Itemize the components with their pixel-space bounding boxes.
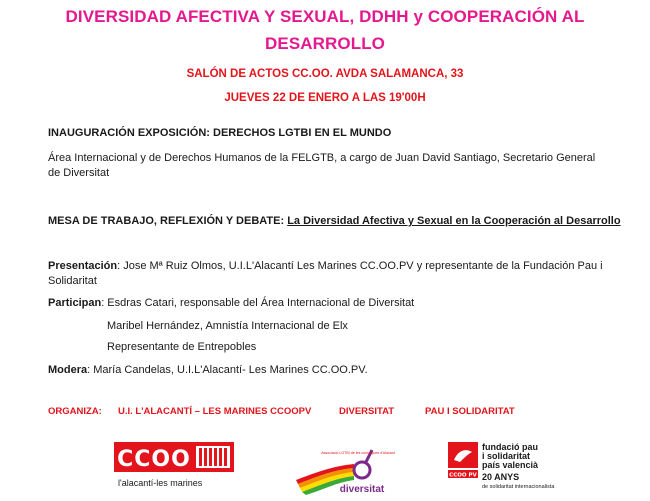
participan-2: Maribel Hernández, Amnistía Internacional de Elx: [107, 320, 348, 332]
ccoo-logo-caption: l'alacantí-les marines: [118, 478, 203, 488]
diversitat-name: diversitat: [339, 484, 385, 495]
pau-badge-text: CCOO PV: [449, 472, 477, 479]
diversitat-logo: [292, 440, 412, 496]
mesa-heading: [48, 214, 621, 229]
ccoo-logo: [114, 440, 234, 490]
mesa-label: MESA DE TRABAJO, REFLEXIÓN Y DEBATE:: [48, 215, 285, 227]
organiza-label: ORGANIZA:: [48, 406, 102, 417]
organizer-ccoo: U.I. L'ALACANTÍ – LES MARINES CCOOPV: [118, 406, 312, 417]
event-title-line2: DESARROLLO: [265, 34, 385, 53]
modera-line: [48, 363, 368, 378]
participan-3: Representante de Entrepobles: [107, 341, 257, 353]
organizer-pau: PAU I SOLIDARITAT: [425, 406, 515, 417]
presentacion-label: Presentación: [48, 260, 118, 272]
inauguration-desc-line1: Área Internacional y de Derechos Humanos de la FELGTB, a cargo de Juan David Santiago, Secretario General: [48, 152, 596, 164]
participan-label: Participan: [48, 297, 102, 309]
event-title-line1: DIVERSIDAD AFECTIVA Y SEXUAL, DDHH y COOPERACIÓN AL: [65, 7, 585, 26]
participan-1: : Esdras Catari, responsable del Área Internacional de Diversitat: [101, 297, 415, 309]
presentacion-line1: [48, 259, 603, 274]
participan-line: [48, 296, 414, 311]
presentacion-text: : Jose Mª Ruiz Olmos, U.I.L'Alacantí Les Marines CC.OO.PV y representante de la Fundación Pau i: [117, 260, 603, 272]
presentacion-line2: Solidaritat: [48, 275, 97, 287]
ccoo-logo-text: CCOO: [117, 447, 191, 472]
pau-solidaritat-logo: [448, 440, 568, 496]
event-date: JUEVES 22 DE ENERO A LAS 19'00H: [224, 92, 426, 104]
pau-line1: fundació pau: [482, 442, 538, 452]
modera-text: : María Candelas, U.I.L'Alacantí- Les Marines CC.OO.PV.: [87, 364, 368, 376]
mesa-topic: La Diversidad Afectiva y Sexual en la Cooperación al Desarrollo: [287, 215, 621, 227]
pau-line3: país valencià: [482, 460, 539, 470]
pau-line2: i solidaritat: [482, 451, 531, 461]
pau-caption: de solidaritat internacionalista: [482, 484, 555, 490]
modera-label: Modera: [48, 364, 88, 376]
event-venue: SALÓN DE ACTOS CC.OO. AVDA SALAMANCA, 33: [186, 68, 464, 80]
inauguration-heading: INAUGURACIÓN EXPOSICIÓN: DERECHOS LGTBI EN EL MUNDO: [48, 127, 392, 139]
diversitat-small-text: Associació LGTBI de les comarques d'Alacant: [321, 451, 395, 455]
organizer-diversitat: DIVERSITAT: [339, 406, 395, 417]
inauguration-desc-line2: de Diversitat: [48, 167, 110, 179]
pau-anys: 20 ANYS: [482, 472, 520, 482]
